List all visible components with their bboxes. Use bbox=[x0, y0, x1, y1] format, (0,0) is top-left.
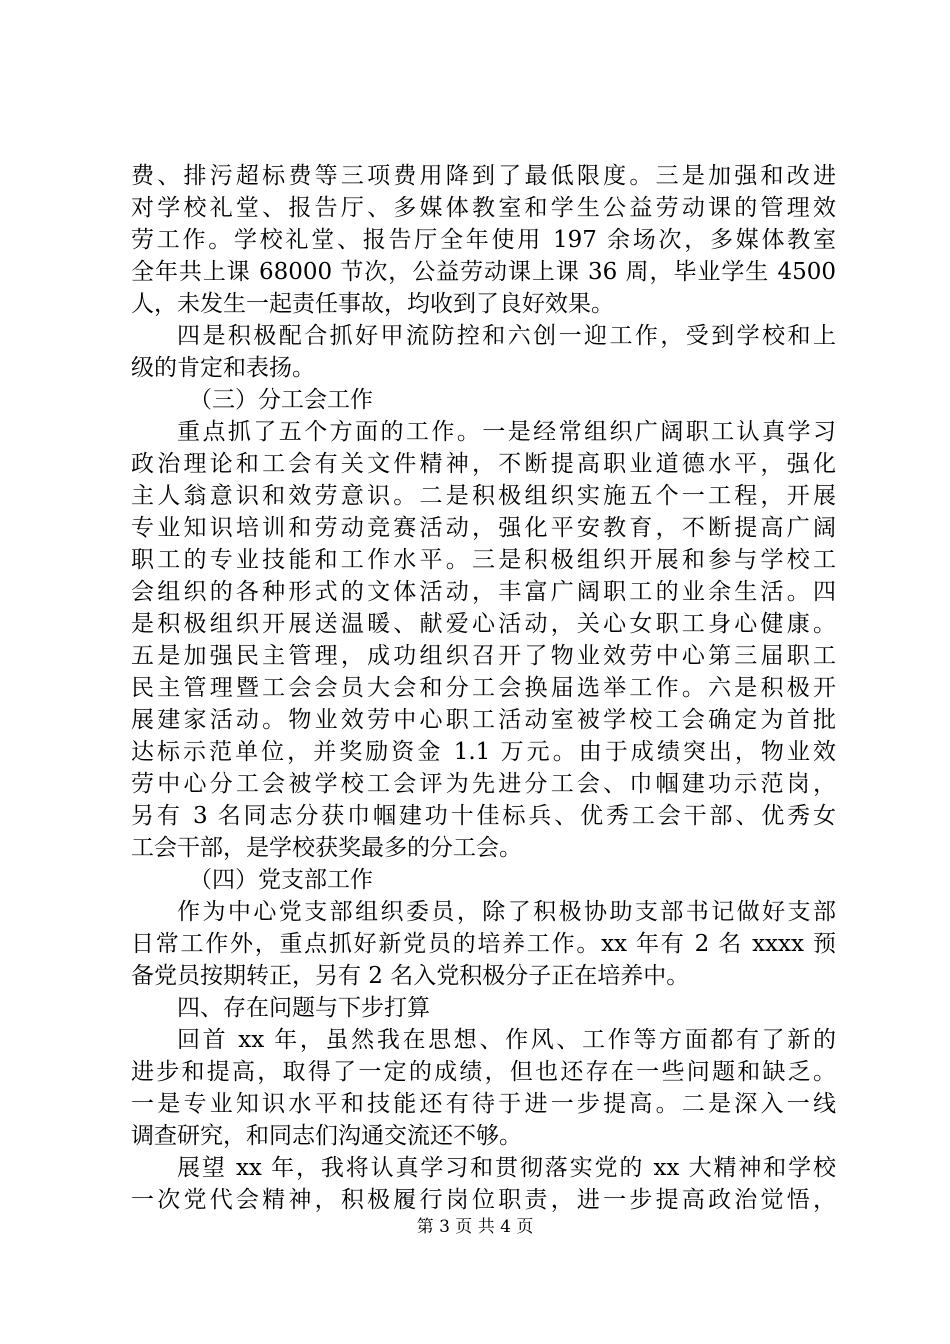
text-line: 主人翁意识和效劳意识。二是积极组织实施五个一工程，开展 bbox=[131, 483, 836, 509]
section-heading: 四、存在问题与下步打算 bbox=[177, 995, 430, 1021]
text-line: 作为中心党支部组织委员，除了积极协助支部书记做好支部 bbox=[177, 899, 836, 925]
text-line: 重点抓了五个方面的工作。一是经常组织广阔职工认真学习 bbox=[177, 419, 836, 445]
text-line: 一是专业知识水平和技能还有待于进一步提高。二是深入一线 bbox=[131, 1091, 836, 1117]
text-line: 政治理论和工会有关文件精神，不断提高职业道德水平，强化 bbox=[131, 451, 836, 477]
text-line: 另有 3 名同志分获巾帼建功十佳标兵、优秀工会干部、优秀女 bbox=[131, 803, 836, 829]
text-line: 展望 xx 年，我将认真学习和贯彻落实党的 xx 大精神和学校 bbox=[177, 1155, 836, 1181]
page-footer bbox=[0, 1216, 950, 1238]
text-line: 对学校礼堂、报告厅、多媒体教室和学生公益劳动课的管理效 bbox=[131, 195, 836, 221]
text-line: 会组织的各种形式的文体活动，丰富广阔职工的业余生活。四 bbox=[131, 579, 836, 605]
text-line: 一次党代会精神，积极履行岗位职责，进一步提高政治觉悟， bbox=[131, 1187, 836, 1213]
text-line: 展建家活动。物业效劳中心职工活动室被学校工会确定为首批 bbox=[131, 707, 836, 733]
section-heading: （四）党支部工作 bbox=[189, 867, 373, 893]
text-line: 劳工作。学校礼堂、报告厅全年使用 197 余场次，多媒体教室 bbox=[131, 227, 836, 253]
text-line: 备党员按期转正，另有 2 名入党积极分子正在培养中。 bbox=[131, 963, 690, 989]
text-line: 调查研究，和同志们沟通交流还不够。 bbox=[131, 1123, 522, 1149]
text-line: 专业知识培训和劳动竞赛活动，强化平安教育，不断提高广阔 bbox=[131, 515, 836, 541]
text-line: 级的肯定和表扬。 bbox=[131, 355, 315, 381]
text-line: 全年共上课 68000 节次，公益劳动课上课 36 周，毕业学生 4500 bbox=[131, 259, 836, 285]
document-body bbox=[131, 160, 836, 1216]
text-line: 日常工作外，重点抓好新党员的培养工作。xx 年有 2 名 xxxx 预 bbox=[131, 931, 836, 957]
text-line: 回首 xx 年，虽然我在思想、作风、工作等方面都有了新的 bbox=[177, 1027, 836, 1053]
text-line: 劳中心分工会被学校工会评为先进分工会、巾帼建功示范岗， bbox=[131, 771, 836, 797]
text-line: 是积极组织开展送温暖、献爱心活动，关心女职工身心健康。 bbox=[131, 611, 836, 637]
text-line: 工会干部，是学校获奖最多的分工会。 bbox=[131, 835, 522, 861]
text-line: 民主管理暨工会会员大会和分工会换届选举工作。六是积极开 bbox=[131, 675, 836, 701]
text-line: 五是加强民主管理，成功组织召开了物业效劳中心第三届职工 bbox=[131, 643, 836, 669]
text-line: 达标示范单位，并奖励资金 1.1 万元。由于成绩突出，物业效 bbox=[131, 739, 836, 765]
text-line: 进步和提高，取得了一定的成绩，但也还存在一些问题和缺乏。 bbox=[131, 1059, 836, 1085]
text-line: 职工的专业技能和工作水平。三是积极组织开展和参与学校工 bbox=[131, 547, 836, 573]
text-line: 四是积极配合抓好甲流防控和六创一迎工作，受到学校和上 bbox=[177, 323, 836, 349]
section-heading: （三）分工会工作 bbox=[189, 387, 373, 413]
text-line: 费、排污超标费等三项费用降到了最低限度。三是加强和改进 bbox=[131, 163, 836, 189]
page-number: 第 3 页 共 4 页 bbox=[416, 1217, 534, 1237]
text-line: 人，未发生一起责任事故，均收到了良好效果。 bbox=[131, 291, 614, 317]
